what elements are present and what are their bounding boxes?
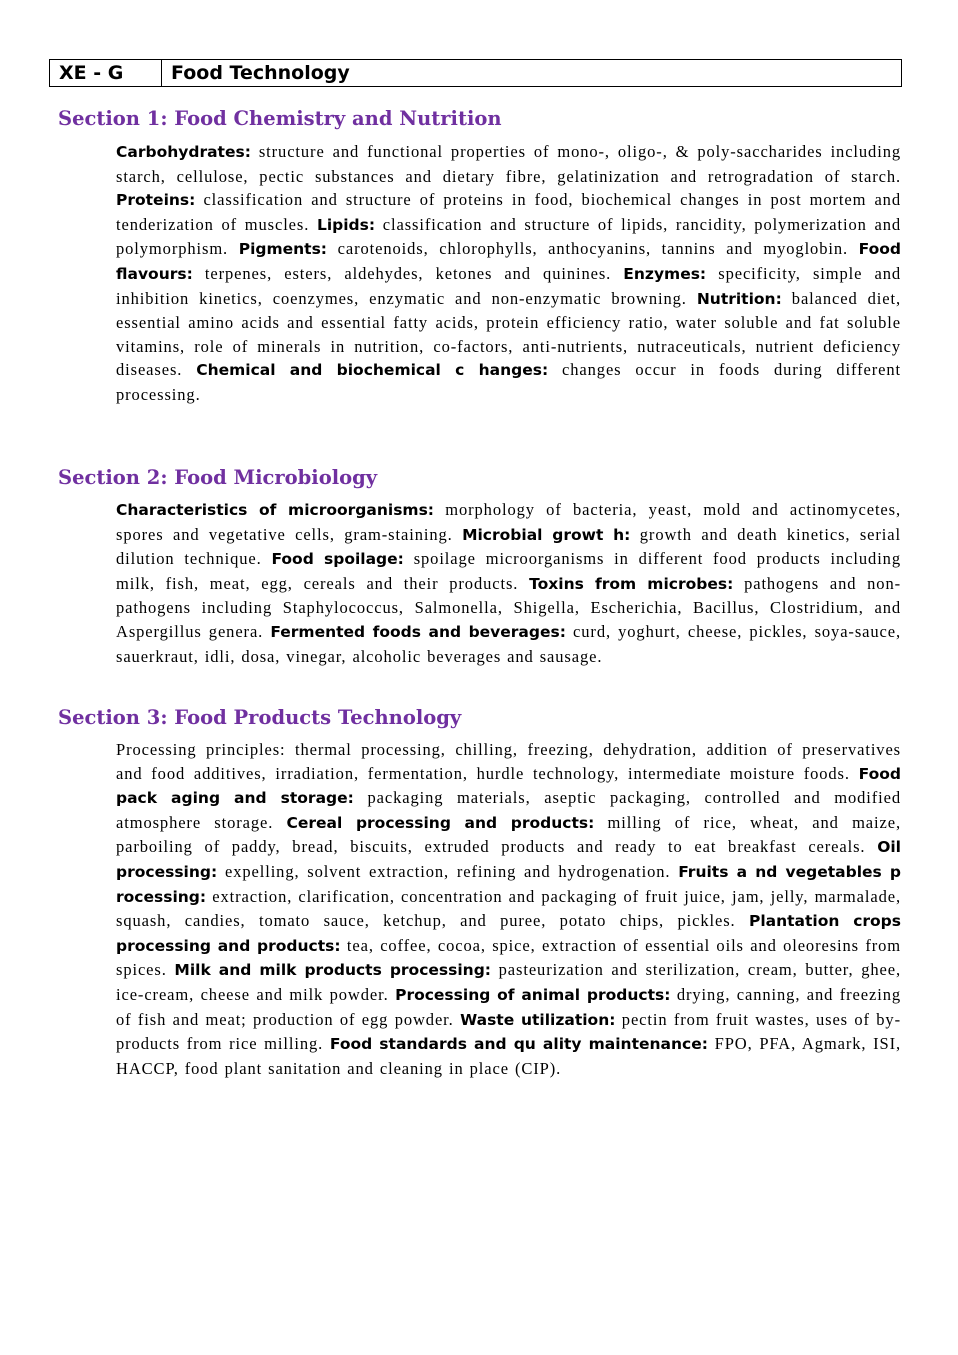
topic-text: morphology of bacteria, yeast, mold and actinomycetes, spores and vegetative cells, gram-staining. (116, 500, 902, 544)
topic-text: terpenes, esters, aldehydes, ketones and quinines. (192, 263, 624, 283)
topic-text: FPO, PFA, Agmark, ISI, HACCP, food plant sanitation and cleaning in place (CIP). (116, 1034, 902, 1078)
topic-heading: Pigments: (238, 240, 328, 259)
topic-text: changes occur in foods during different processing. (116, 360, 901, 404)
topic-text: tea, coffee, cocoa, spice, extraction of essential oils and oleoresins from spices. (116, 935, 901, 980)
topic-text: expelling, solvent extraction, refining and hydrogenation. (217, 861, 679, 881)
topic-heading: Milk and milk products processing: (174, 961, 491, 980)
topic-heading: Fruits a nd vegetables p rocessing: (116, 862, 901, 906)
topic-text: classification and structure of proteins in food, biochemical changes in post mortem and tenderization of muscles. (116, 190, 901, 234)
topic-text: structure and functional properties of mono-, oligo-, & poly-saccharides including starch, cellulose, pectic substances and dietary fibre, gelatinization and retrogradation of starch. (116, 142, 901, 186)
topic-heading: Oil processing: (116, 838, 901, 881)
section-3-body (116, 738, 901, 1080)
topic-heading: Food spoilage: (271, 550, 404, 569)
topic-heading: Lipids: (316, 215, 376, 234)
topic-text: classification and structure of lipids, rancidity, polymerization and polymorphism. (116, 214, 901, 259)
topic-text: extraction, clarification, concentration and packaging of fruit juice, jam, jelly, marmalade, squash, candies, tomato sauce, ketchup, and puree, potato chips, pickles. (116, 886, 901, 931)
section-1-body (116, 140, 901, 407)
topic-heading: Microbial growt h: (462, 525, 631, 544)
topic-text: curd, yoghurt, cheese, pickles, soya-sauce, sauerkraut, idli, dosa, vinegar, alcoholic beverages and sausage. (116, 621, 901, 666)
topic-heading: Enzymes: (623, 264, 707, 283)
topic-heading: Carbohydrates: (116, 143, 251, 161)
topic-heading: Food flavours: (116, 240, 901, 283)
topic-text: milling of rice, wheat, and maize, parboiling of paddy, bread, biscuits, extruded products and ready to eat breakfast cereals. (116, 812, 901, 857)
topic-heading: Processing of animal products: (395, 985, 671, 1004)
section-2-heading: Section 2: Food Microbiology (58, 466, 378, 489)
topic-heading: Proteins: (116, 191, 196, 210)
topic-text: drying, canning, and freezing of fish and meat; production of egg powder. (116, 984, 901, 1029)
topic-text: Processing principles: thermal processing, chilling, freezing, dehydration, addition of preservatives and food additives, irradiation, fermentation, hurdle technology, intermediate moisture foods. (116, 740, 901, 783)
topic-heading: Toxins from microbes: (529, 574, 734, 593)
topic-text: growth and death kinetics, serial dilution technique. (116, 524, 901, 569)
section-1-heading: Section 1: Food Chemistry and Nutrition (58, 107, 502, 130)
topic-text: pathogens and non-pathogens including Staphylococcus, Salmonella, Shigella, Escherichia, Bacillus, Clostridium, and Aspergillus genera. (116, 573, 901, 641)
topic-text: specificity, simple and inhibition kinetics, coenzymes, enzymatic and non-enzymatic browning. (116, 263, 901, 308)
topic-heading: Waste utilization: (460, 1010, 616, 1029)
header-table (49, 59, 902, 87)
topic-heading: Cereal processing and products: (286, 813, 595, 832)
topic-text: carotenoids, chlorophylls, anthocyanins, tannins and myoglobin. (327, 239, 859, 259)
paper-code: XE - G (50, 60, 162, 86)
paper-subject: Food Technology (171, 62, 350, 84)
topic-text: packaging materials, aseptic packaging, controlled and modified atmosphere storage. (116, 788, 901, 832)
section-2-body (116, 498, 901, 668)
topic-text: pasteurization and sterilization, cream, butter, ghee, ice-cream, cheese and milk powder. (116, 960, 901, 1004)
topic-heading: Food standards and qu ality maintenance: (329, 1035, 708, 1054)
section-3-heading: Section 3: Food Products Technology (58, 706, 462, 729)
topic-heading: Nutrition: (696, 289, 782, 308)
topic-text: spoilage microorganisms in different food products including milk, fish, meat, egg, cereals and their products. (116, 549, 901, 593)
topic-heading: Plantation crops processing and products: (116, 912, 901, 955)
topic-text: balanced diet, essential amino acids and essential fatty acids, protein efficiency ratio, water soluble and fat soluble vitamins, role of minerals in nutrition, co-factors, anti-nutrients, nutraceuticals, nutrient deficiency diseases. (116, 288, 902, 380)
topic-heading: Food pack aging and storage: (116, 764, 901, 808)
topic-heading: Chemical and biochemical c hanges: (196, 361, 549, 380)
topic-heading: Fermented foods and beverages: (270, 622, 566, 641)
topic-text: pectin from fruit wastes, uses of by-products from rice milling. (116, 1009, 901, 1054)
topic-heading: Characteristics of microorganisms: (116, 501, 434, 519)
